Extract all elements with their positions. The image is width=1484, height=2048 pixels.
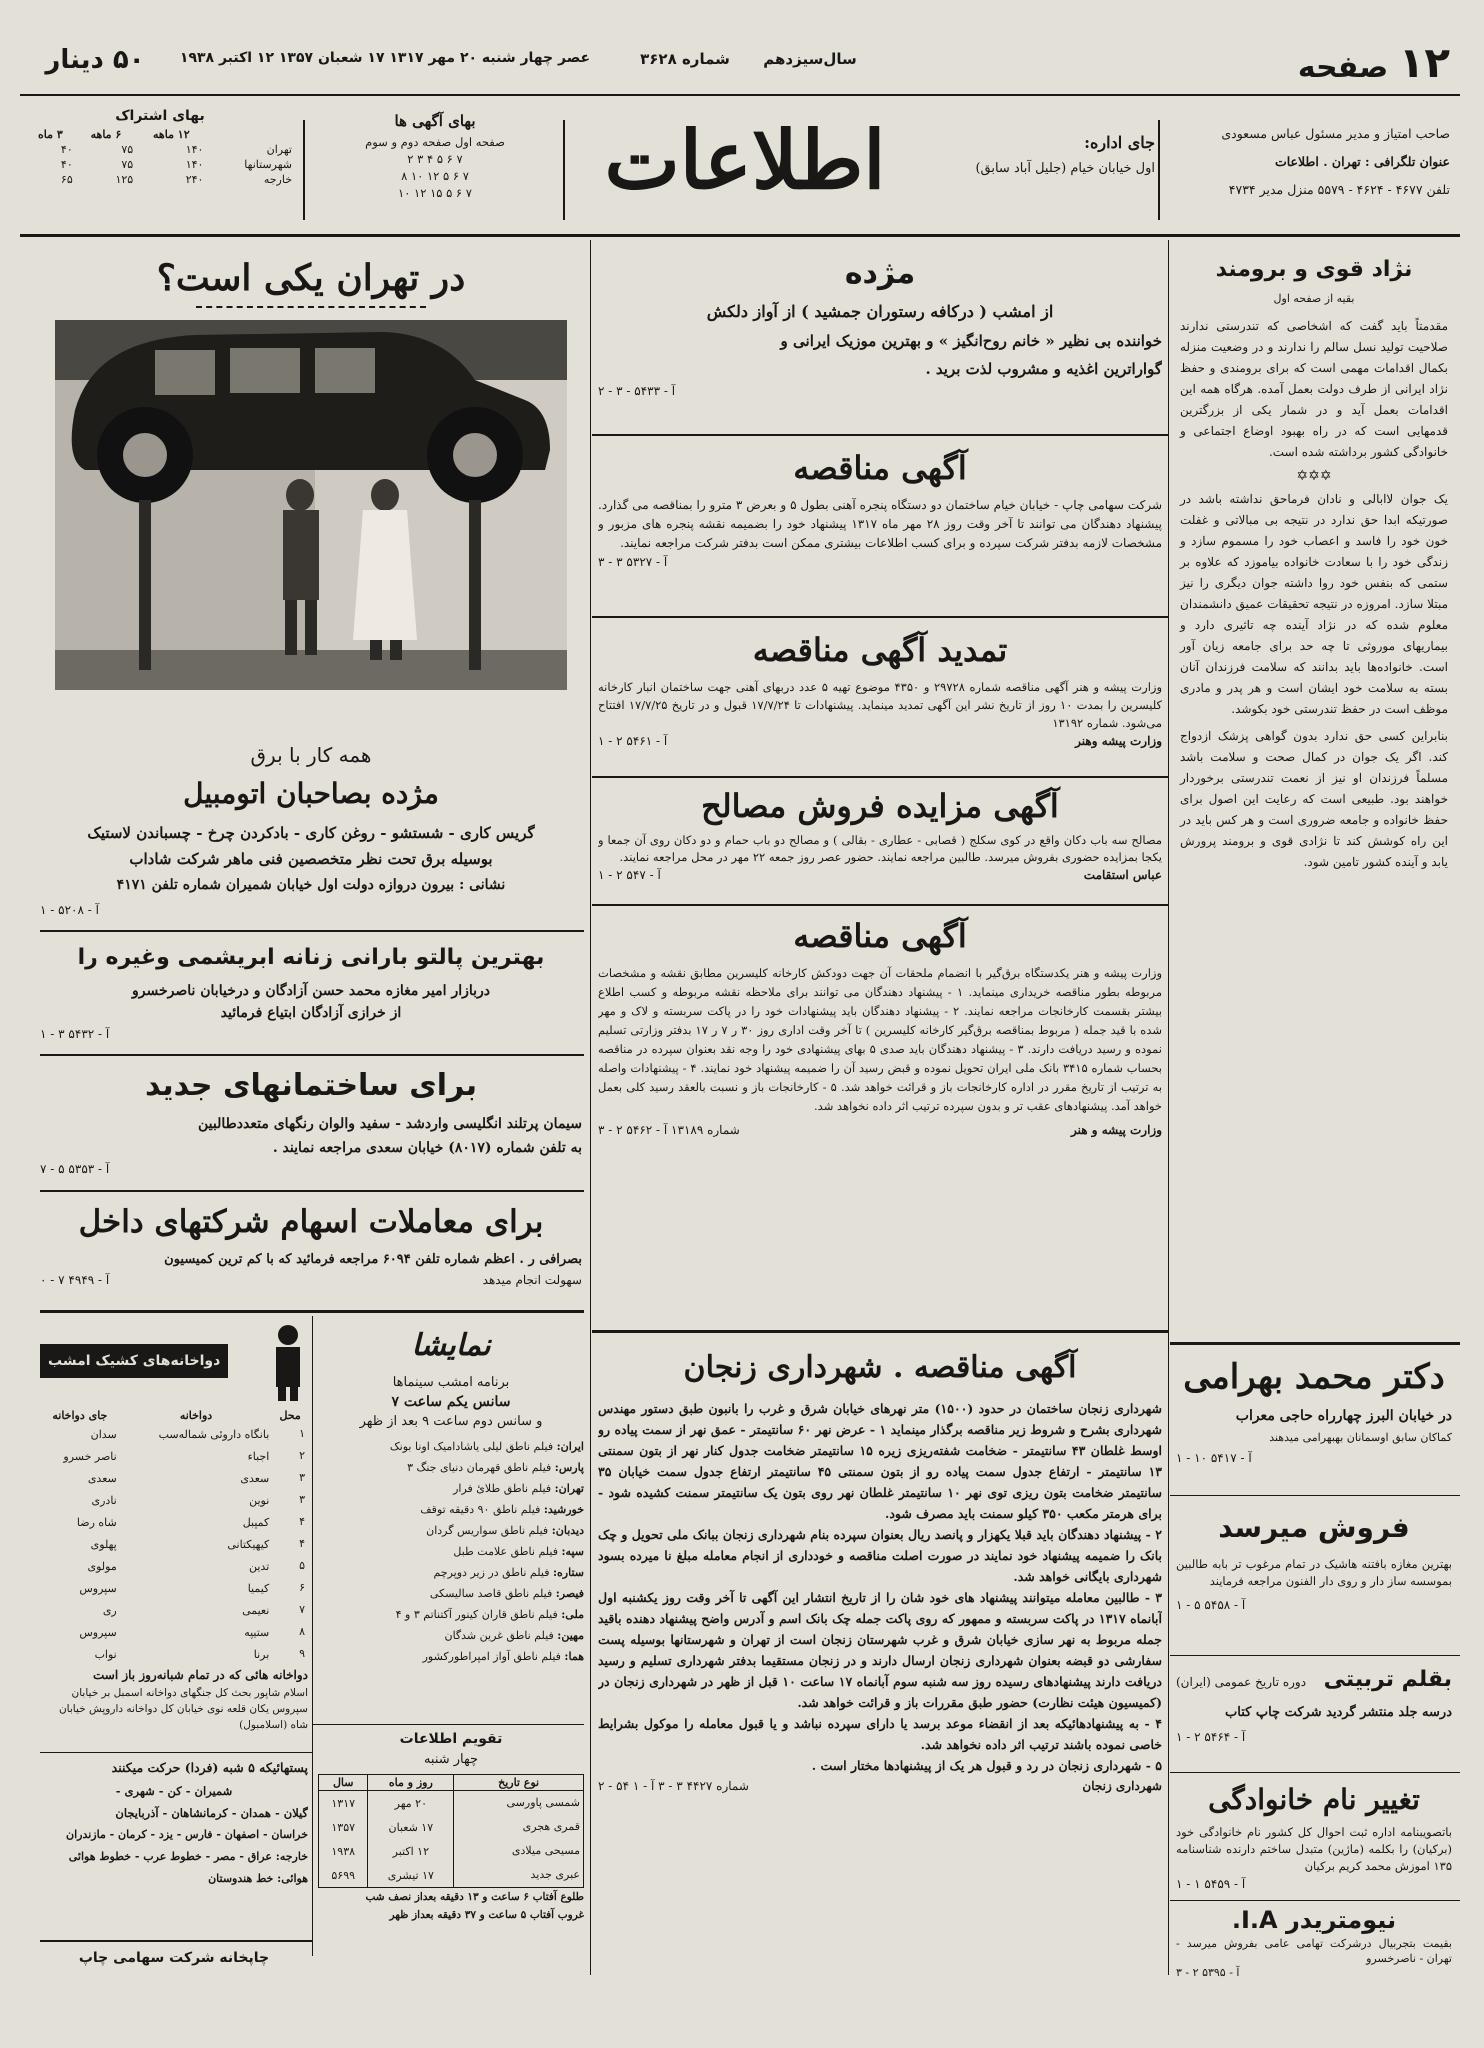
telegraph-line: عنوان تلگرافی : تهران . اطلاعات: [1274, 154, 1450, 169]
pharmacy-num: ۹: [299, 1647, 305, 1660]
cinema-name: ایران:: [556, 1440, 584, 1453]
page-label: صفحه: [1297, 50, 1389, 85]
ad-title: بقلم تربیتی: [1323, 1667, 1452, 1692]
sub-table: [25, 127, 295, 187]
pharmacy-name: کیمیا: [247, 1581, 270, 1595]
title-divider: [563, 120, 565, 220]
ad-line: به تلفن شماره (۸۰۱۷) خیابان سعدی مراجعه نمایند .: [272, 1140, 582, 1156]
post-line: خارجه: عراق - مصر - خطوط عرب - خطوط هوائی: [68, 1850, 308, 1863]
pharmacy-place: سپروس: [79, 1581, 117, 1595]
ad-sign: وزارت پیشه و هنر: [1070, 1123, 1162, 1137]
cinema-film: فیلم ناطق قاصد سالیسکی: [429, 1587, 553, 1600]
rule: [40, 1310, 584, 1313]
ad-line: از خرازی آزادگان ابتیاع فرمائید: [220, 1005, 402, 1021]
article-nejad: [1176, 250, 1452, 1338]
article-subtitle: بقیه از صفحه اول: [1273, 292, 1355, 305]
ad-code: آ - ۵۴۵۸ ۵ - ۱: [1176, 1598, 1246, 1612]
namayesh-box: [318, 1318, 584, 1718]
ad-code: آ - ۵۴۵۹ ۱ - ۱: [1176, 1877, 1246, 1891]
pharmacy-name: کمپبل: [242, 1515, 270, 1529]
pharmacy-name: ستیپه: [244, 1625, 270, 1639]
cinema-row: [318, 1541, 584, 1562]
pharmacy-row: [40, 1445, 308, 1467]
ad-line: دربازار امیر مغازه محمد حسن آزادگان و درخیابان ناصرخسرو: [131, 983, 491, 999]
subscription-box: [25, 105, 295, 227]
pharmacy-num: ۸: [299, 1625, 305, 1638]
taqvim-day-cell: ۲۰ مهر: [368, 1791, 454, 1816]
ad-code: آ - ۵۲۰۸ - ۱: [40, 903, 99, 917]
rule: [1170, 1342, 1460, 1345]
ad-code: آ - ۵۳۹۵ ۲ - ۳: [1176, 1966, 1240, 1979]
cinema-film: فیلم ناطق لیلی یاشادامیک اونا بونک: [389, 1440, 554, 1453]
taqvim-title: تقویم اطلاعات: [399, 1731, 503, 1747]
rule: [40, 1054, 584, 1056]
pharmacy-row: [40, 1489, 308, 1511]
ad-para: ۵ - شهرداری زنجان در رد و قبول هر یک از پیشنهادها مختار است .: [811, 1758, 1162, 1773]
taqvim-year: ۱۳۵۷: [331, 1820, 356, 1834]
cinema-row: [318, 1457, 584, 1478]
taqvim-year: ۱۹۳۸: [331, 1844, 356, 1858]
office-address: اول خیابان خیام (جلیل آباد سابق): [975, 161, 1155, 176]
ad-doctor: [1176, 1350, 1452, 1490]
column-divider: [1168, 240, 1169, 1975]
article-stars: ✡✡✡: [1296, 468, 1332, 484]
sub-col-place: [206, 127, 295, 142]
cinema-name: تهران:: [554, 1482, 584, 1495]
ad-title: دکتر محمد بهرامی: [1183, 1357, 1445, 1397]
sub-title: بهای اشتراک: [115, 108, 205, 124]
ad-text: باتصویبنامه اداره ثبت احوال کل کشور نام خانوادگی خود (برکیان) را بکلمه (ماژین) متبدل ساختم دارنده شناسنامه ۱۳۵ اموزش محمد کریم برکیان: [1176, 1825, 1452, 1873]
masthead: [20, 100, 1460, 230]
taqvim-header: نوع تاریخ: [454, 1775, 584, 1791]
cinema-row: [318, 1520, 584, 1541]
pharmacy-row: [40, 1511, 308, 1533]
taqvim-type: قمری هجری: [454, 1815, 584, 1839]
article-para: یک جوان لاابالی و نادان فرماحق نداشته باشد در صورتیکه ابدا حق ندارد در نتیجه بی مبالاتی و غفلت خون خود را فاسد و اعصاب خود را مسموم سازد و زندگی خود را با سعادت خانواده بیاموزد که علاوه بر ستمی که بنفس خود روا داشته جوان دیگری را نیز مبتلا سازد. امروزه در نتیجه تحقیقات عمیق دانشمندان معلوم شده که در نژاد آینده چه تاثیری دارد و بیماریهای موروثی تا چه حد برای جامعه زیان آور است. خانواده‌ها باید بدانند که سلامت فرزندان آنان بسته به سلامت خود ایشان است و هر پدر و مادری موظف است در حفظ تندرستی خود بکوشد.: [1180, 492, 1448, 716]
cinema-row: [318, 1646, 584, 1667]
ad-text: بهترین مغازه بافتنه هاشیک در تمام مرغوب تر بابه طالبین بموسسه ساز دار و روی دار الفنون مراجعه فرمایند: [1176, 1557, 1452, 1588]
pharmacy-place: شاه رضا: [76, 1515, 117, 1529]
ad-code: آ - ۵۴۷ ۲ - ۱: [598, 868, 661, 882]
ad-para: ۳ - طالبین معامله میتوانند پیشنهاد های خود شان را از تاریخ انتشار این آگهی تا آخر وقت روز یکشنبه اول آبانماه ۱۳۱۷ در پاکت سربسته و ممهور که روی پاکت جمله چک بانک‌ اسم و آدرس واضح پیشنهاد دهنده باقید جمله مربوط به نهر سازی خیابان شرق و غرب شهرستان زنجان است از تهران و شهرستانها بوسیله پست سفارشی دو قبضه بعنوان شهرداری زنجان ارسال دارند و در زنجان مستقیما بدفتر شهرداری تسلیم و رسید دریافت دارند پیشنهادهای رسیده روز سه شنبه سوم آبانماه ۱۷ ساعت ۱۰ قبل از ظهر در شهرداری زنجان در (کمیسیون هیئت نظارت) حضور طبق مقررات باز و قرائت خواهد شد.: [598, 1590, 1162, 1710]
sub-cell: ۲۴۰: [185, 173, 204, 186]
article-para: مقدمتاً باید گفت که اشخاصی که تندرستی ندارند صلاحیت تولید نسل سالم را ندارند و در وضعیت منزله بکمال اقدامات مهمی است که برای برومندی و حفظ نژاد ایرانی از طرف دولت بعمل آمده. هرگاه همه این اقدامات بعمل آید و در شمار یکی از بزرگترین قدمهایی است که در راه بهبود اوضاع اجتماعی و خانوادگی کشور برداشته شده است.: [1180, 319, 1448, 459]
ad-title: برای ساختمانهای جدید: [145, 1068, 477, 1103]
ad-sakhteman: [40, 1060, 582, 1186]
ad-rates-row: ۷ ۶ ۵ ۴ ۳ ۲: [407, 152, 463, 166]
cinema-row: [318, 1478, 584, 1499]
pharmacy-name: کیهیکتانی: [227, 1537, 270, 1551]
ad-text: مصالح سه باب دکان واقع در کوی سکلج ( قصابی - عطاری - بقالی ) و مصالح دو باب حمام و دو دکان روی آن جمعا و یکجا بمزایده حضوری بفروش میرسد. طالبین مراجعه نمایند. حضور عصر روز جمعه ۲۲ مهر در محل مراجعه نمایند.: [598, 833, 1162, 864]
cinema-row: [318, 1604, 584, 1625]
cinema-name: مهین:: [557, 1629, 584, 1642]
cinema-list: [318, 1436, 584, 1667]
volume-label: سال‌سیزدهم: [763, 50, 857, 68]
taqvim-day-cell: ۱۲ اکتبر: [368, 1839, 454, 1863]
post-line: خراسان - اصفهان - فارس - یزد - کرمان - مازندران: [66, 1828, 308, 1841]
ad-code: آ - ۴۹۴۹ ۷ - ۰: [40, 1273, 110, 1287]
ad-line: درسه جلد منتشر گردید شرکت چاپ کتاب: [1225, 1705, 1452, 1720]
namayesh-title: نمایشا: [411, 1328, 491, 1363]
pharmacy-name: تدین: [249, 1559, 270, 1573]
taqvim-row: [319, 1815, 584, 1839]
pharmacy-row: [40, 1533, 308, 1555]
ad-forush: [1176, 1500, 1452, 1650]
ad-sign: وزارت پیشه وهنر: [1075, 734, 1162, 748]
taqvim-header: روز و ماه: [368, 1775, 454, 1791]
ad-title: آگهی مزایده فروش مصالح: [701, 787, 1059, 825]
ad-rates-title: بهای آگهی ها: [394, 112, 476, 130]
top-bar: [40, 38, 1450, 88]
taqvim-row: [319, 1863, 584, 1888]
pharmacy-place: سدان: [90, 1427, 117, 1441]
ad-text: بقیمت بتجربیال درشرکت تهامی عامی بفروش میرسد - تهران - ناصرخسرو: [1176, 1937, 1452, 1965]
pharmacy-header: محل: [279, 1409, 301, 1422]
pharmacy-num: ۱: [299, 1427, 305, 1440]
pharmacy-num: ۴: [299, 1537, 305, 1550]
namayesh-line: و سانس دوم ساعت ۹ بعد از ظهر: [359, 1414, 543, 1429]
car-lift-illustration: [55, 320, 567, 690]
ad-title-rule: [196, 306, 426, 308]
rule: [592, 434, 1168, 436]
ad-car: [40, 250, 582, 930]
rule: [592, 776, 1168, 778]
ad-tarbiati: [1176, 1660, 1452, 1770]
namayesh-line: برنامه امشب سینماها: [392, 1375, 510, 1390]
ad-title: فروش میرسد: [1218, 1511, 1410, 1544]
ad-line: بوسیله برق تحت نظر متخصصین فنی ماهر شرکت شاداب: [129, 850, 493, 868]
taqvim-day-cell: ۱۷ تیشری: [368, 1863, 454, 1888]
office-box: [935, 130, 1155, 220]
sub-row: [25, 157, 295, 172]
sub-place: خارجه: [263, 173, 292, 186]
taqvim-table: [318, 1774, 584, 1888]
post-line: شمیران - کن - شهری -: [115, 1784, 233, 1798]
namayesh-line: سانس یکم ساعت ۷: [391, 1394, 511, 1410]
ad-tamdid: [598, 622, 1162, 772]
pharmacy-place: نواب: [94, 1647, 117, 1661]
taqvim-year: ۱۳۱۷: [331, 1796, 356, 1810]
pharmacy-row: [40, 1577, 308, 1599]
ad-zanjan: [598, 1338, 1162, 1978]
ad-code: شماره ۱۳۱۸۹ آ - ۵۴۶۲ ۲ - ۳: [598, 1123, 740, 1137]
taqvim-day-cell: ۱۷ شعبان: [368, 1815, 454, 1839]
ad-mozayede: [598, 780, 1162, 900]
pharmacy-row: [40, 1621, 308, 1643]
ad-code: آ - ۵۴۳۳ - ۳ - ۲: [598, 384, 676, 398]
sub-cell: ۱۴۰: [185, 158, 204, 171]
pharmacy-place: ناصر خسرو: [63, 1449, 117, 1463]
rule: [592, 904, 1168, 906]
pharmacy-num: ۶: [299, 1581, 305, 1594]
ad-code: آ - ۵۴۳۲ ۳ - ۱: [40, 1027, 110, 1041]
masthead-rule: [20, 234, 1460, 237]
article-title: نژاد قوی و برومند: [1215, 257, 1413, 282]
pharmacy-place: ری: [102, 1603, 117, 1617]
ad-code: شماره ۴۴۲۷ ۳ - ۳ آ - ۱ ۵۴ - ۲: [598, 1779, 749, 1793]
rule: [40, 930, 584, 932]
owner-box: [1170, 120, 1450, 230]
pharmacy-place: نادری: [91, 1493, 117, 1507]
pharmacy-name: نوین: [249, 1493, 270, 1507]
price-label: ۵۰ دینار: [45, 45, 145, 75]
sub-header: ۳ ماه: [37, 128, 63, 141]
ad-sub: دوره تاریخ عمومی (ایران): [1176, 1675, 1307, 1689]
ad-line: مژده بصاحبان اتومبیل: [183, 777, 439, 810]
taqvim-box: [318, 1728, 584, 1960]
cinema-name: دیدبان:: [551, 1524, 584, 1537]
ad-text: وزارت پیشه و هنر یکدستگاه برق‌گیر با انضمام ملحقات آن جهت دودکش کارخانه کلیسرین مطابق نقشه و مشخصات مربوطه بطور مناقصه خریداری مینماید. ۱ - پیشنهاد دهندگان می توانند برای ملاحظه نقشه مربوطه و کسب اطلاع بیشتر بقسمت کارخانجات مراجعه نمایند. ۲ - پیشنهاد دهندگان باید پیشنهادات خود را در پاکت سربسته و لاک و مهر شده با قید جمله ( مربوط بمناقصه برق‌گیر کارخانه کلیسرین ) تا آخر وقت اداری روز ۳۰ ر ۷ ر ۱۷ بدفتر وزارتی تسلیم نموده و رسید دریافت دارند. ۳ - پیشنهاد دهندگان باید صدی ۵ بهای پیشنهادی خود را وجه نقد بعنوان سپرده در مناقصه بحساب شماره ۳۴۱۵ بانک ملی ایران تحویل نموده و قبض رسید آن را ضمیمه پیشنهاد خود نمایند. ۴ - پیشنهادات واصله به ترتیب از تاریخ مقرر در اداره کارخانجات باز و قرائت خواهد شد. ۵ - کارخانجات باز و نسبت بالعقد رسید کلی بعمل خواهد آمد. پیشنهادهای عقب تر و بدون سپرده ترتیب اثر داده نخواهد شد.: [598, 966, 1162, 1113]
newspaper-title: اطلاعات: [604, 113, 886, 207]
ad-text: وزارت پیشه و هنر آگهی مناقصه شماره ۲۹۷۲۸ و ۴۳۵۰ موضوع تهیه ۵ عدد دربهای آهنی جهت ساختمان انبار کارخانه کلیسرین را بمدت ۱۰ روز از تاریخ نشر این آگهی تمدید مینماید. پیشنهادات تا ۱۷/۷/۲۴ قبول و در تاریخ ۱۷/۷/۲۵ افتتاح می‌شود. شماره ۱۳۱۹۲: [598, 680, 1162, 730]
post-line: گیلان - همدان - کرمانشاهان - آذربایجان: [115, 1806, 308, 1820]
sub-cell: ۶۵: [60, 173, 73, 186]
taqvim-header: سال: [319, 1775, 368, 1791]
ad-rates-row: صفحه اول صفحه دوم و سوم: [365, 135, 505, 149]
cinema-film: فیلم ناطق غرین شدگان: [444, 1629, 554, 1642]
sub-cell: ۷۵: [121, 158, 134, 171]
footer-printer: چاپخانه شرکت سهامی چاپ: [78, 1950, 270, 1966]
pharmacy-place: مولوی: [87, 1559, 117, 1573]
cinema-film: فیلم ناطق آواز امپراطورکشور: [422, 1650, 561, 1663]
taqvim-day: چهار شنبه: [423, 1752, 479, 1767]
ad-line: همه کار با برق: [250, 743, 372, 767]
cinema-film: فیلم ناطق طلائ فرار: [453, 1482, 552, 1495]
cinema-name: هما:: [564, 1650, 584, 1663]
ad-code: آ - ۵۳۵۳ ۵ - ۷: [40, 1162, 110, 1176]
ad-para: شهرداری زنجان ساختمان در حدود (۱۵۰۰) متر نهرهای خیابان شرق و غرب را بانبون طبق دستور مهندس شهرداری بشرح و شروط زیر مناقصه برگذار مینماید ۱ - عرض نهر ۶۰ سانتیمتر - عمق نهر از سمت پیاده رو اوسط غلطان ۴۳ سانتیمتر - ضخامت شفته‌ریزی زیره ۱۵ سانتیمتر ضخامت جدول کنار نهر از بتون سمنتی ۱۳ سانتیمتر - ارتفاع جدول سمت پیاده رو از بتون سمنتی ۴۵ سانتیمتر ارتفاع جدول سمت خیابان ۳۵ سانتیمتر ضخامت بتون ریزی توی نهر ۱۰ سانتیمتر غلطان نهر روی بتون یک سانتیمتر سمنت کشیده شود - برای هرمتر مکعب ۳۵۰ کیلو سمنت باید مصرف شود.: [598, 1401, 1162, 1521]
pharmacy-row: [40, 1423, 308, 1445]
ad-line: از امشب ( درکافه رستوران جمشید ) از آواز دلکش: [706, 302, 1054, 321]
pharmacy-name: اجباء: [247, 1449, 270, 1463]
cinema-film: فیلم ناطق ۹۰ دقیقه توقف: [420, 1503, 541, 1516]
cinema-name: ملی:: [561, 1608, 584, 1621]
sub-header: ۱۲ ماهه: [153, 128, 190, 141]
rule: [40, 1190, 584, 1192]
ad-line: سیمان پرتلند انگلیسی واردشد - سفید والوان رنگهای متعددطالبین: [198, 1116, 582, 1132]
ad-line: گریس کاری - شستشو - روغن کاری - بادکردن چرخ - چسباندن لاستیک: [87, 824, 535, 842]
taqvim-row: [319, 1791, 584, 1816]
taqvim-type: مسیحی میلادی: [454, 1839, 584, 1863]
sub-place: شهرستانها: [244, 158, 292, 171]
cinema-film: فیلم ناطق در زیر دوپرچم: [433, 1566, 550, 1579]
phone-line: تلفن ۴۶۷۷ - ۴۶۲۴ - ۵۵۷۹ منزل مدیر ۴۷۳۴: [1228, 182, 1450, 197]
ad-title: مژده: [844, 256, 916, 291]
sub-row: [25, 172, 295, 187]
pharmacy-num: ۳: [299, 1471, 305, 1484]
ad-monaqese-1: [598, 440, 1162, 612]
pharmacy-banner: [40, 1318, 308, 1404]
pharmacy-note: دواخانه هائی که در تمام شبانه‌روز باز است: [93, 1668, 308, 1682]
ad-sign: عباس استقامت: [1083, 868, 1162, 882]
sub-row: [25, 142, 295, 157]
ad-code: آ - ۵۳۲۷ ۳ - ۳: [598, 555, 668, 569]
taqvim-row: [319, 1839, 584, 1863]
issue-label: شماره ۳۶۲۸: [640, 50, 730, 68]
ad-para: ۴ - به پیشنهادهائیکه بعد از انقضاء موعد برسد یا دارای سپرده نباشد و یا قبول معامله را موکول بشرایط خاصی نموده باشند ترتیب اثر داده نخواهد شد.: [598, 1716, 1162, 1752]
ad-line: خواننده بی نظیر « خانم روح‌انگیز » و بهترین موزیک ایرانی و: [780, 332, 1162, 350]
pharmacy-name: بانگاه داروئی شماله‌سب: [158, 1427, 270, 1441]
rule: [40, 1752, 312, 1753]
cinema-name: فیصر:: [555, 1587, 584, 1600]
cinema-film: فیلم ناطق سواریس گردان: [426, 1524, 549, 1537]
sub-cell: ۱۴۰: [185, 143, 204, 156]
cinema-film: فیلم ناطق قهرمان دنیای جنگ ۳: [407, 1461, 552, 1474]
ad-rates-row: ۷ ۶ ۵ ۱۲ ۱۰ ۸: [401, 169, 469, 183]
page-number-value: ۱۲: [1398, 38, 1450, 87]
pharmacy-banner-text: دواخانه‌های کشیک امشب: [40, 1344, 228, 1378]
cinema-name: پارس:: [554, 1461, 584, 1474]
pharmacist-icon: [268, 1321, 308, 1401]
post-line: هوائی: خط هندوستان: [208, 1872, 308, 1885]
pharmacy-row: [40, 1643, 308, 1665]
sub-header: ۶ ماهه: [90, 128, 122, 141]
pharmacy-box: [40, 1318, 308, 1748]
pharmacy-num: ۳: [299, 1493, 305, 1506]
office-label: جای اداره:: [1084, 133, 1155, 152]
footer-rule: [40, 1940, 312, 1942]
car-photo: [55, 320, 567, 690]
sub-cell: ۴۰: [60, 158, 73, 171]
rule: [1170, 1900, 1460, 1901]
pharmacy-place: سپروس: [79, 1625, 117, 1639]
taqvim-type: عبری جدید: [454, 1863, 584, 1888]
taqvim-sunset: غروب آفتاب ۵ ساعت و ۳۷ دقیقه بعداز ظهر: [389, 1909, 584, 1921]
pharmacy-header: دواخانه: [179, 1409, 213, 1422]
ad-rates-box: [315, 108, 555, 228]
ad-line: در خیابان البرز چهارراه حاجی معراب: [1235, 1408, 1452, 1424]
ad-line: نشانی : بیرون دروازه دولت اول خیابان شمیران شماره تلفن ۴۱۷۱: [116, 877, 506, 893]
ad-line: کماکان سابق اوسمانان بهبهرامی میدهند: [1269, 1431, 1452, 1444]
cinema-row: [318, 1436, 584, 1457]
ad-title: نیومتریدر I.A.: [1231, 1906, 1397, 1934]
ad-code: آ - ۵۴۶۴ ۲ - ۱: [1176, 1730, 1246, 1744]
sub-cell: ۱۲۵: [115, 173, 134, 186]
ad-text: شرکت سهامی چاپ - خیابان خیام ساختمان دو دستگاه پنجره آهنی بطول ۵ و بعرض ۳ مترو را بمناقصه می گذارد. پیشنهاد دهندگان می توانند تا آخر وقت روز ۲۸ مهر ماه ۱۳۱۷ پیشنهاد خود را بضمیمه نقشه پنجره های مزبور و مشخصات لازمه بدفتر شرکت سپرده و برای کسب اطلاعات بیشتری ممکن است بدفتر شرکت مراجعه نمایند.: [598, 498, 1162, 550]
pharmacy-row: [40, 1467, 308, 1489]
cinema-name: ستاره:: [552, 1566, 584, 1579]
rule: [1170, 1495, 1460, 1496]
rule: [1170, 1655, 1460, 1656]
ad-code: آ - ۵۴۶۱ ۲ - ۱: [598, 734, 668, 748]
ad-title: تغییر نام خانوادگی: [1208, 1783, 1420, 1816]
ad-title: تمدید آگهی مناقصه: [752, 631, 1008, 669]
ad-line: سهولت انجام میدهد: [482, 1273, 582, 1287]
ad-line: بصرافی ر . اعظم شماره تلفن ۶۰۹۴ مراجعه فرمائید که با کم ترین کمیسیون: [164, 1252, 582, 1267]
cinema-row: [318, 1562, 584, 1583]
ad-title: آگهی مناقصه: [793, 449, 967, 487]
pharmacy-num: ۵: [299, 1559, 305, 1572]
column-divider: [590, 240, 591, 1975]
sub-place: تهران: [266, 143, 292, 156]
pharmacy-note: اسلام شاپور بحث کل جنگهای دواخانه اسمبل بر خیابان سپروس یکان قلعه نوی خیابان کل دواخانه داروپش خیابان شاه (اسلامبول): [58, 1687, 308, 1731]
cinema-row: [318, 1583, 584, 1604]
sub-cell: ۴۰: [60, 143, 73, 156]
ad-new: [1176, 1904, 1452, 1980]
ad-title: برای معاملات اسهام شرکتهای داخل: [78, 1204, 544, 1240]
pharmacy-num: ۴: [299, 1515, 305, 1528]
taqvim-type: شمسی پاورسی: [454, 1791, 584, 1816]
column-divider: [312, 1316, 313, 1956]
cinema-row: [318, 1499, 584, 1520]
cinema-row: [318, 1625, 584, 1646]
pharmacy-header: جای دواخانه: [52, 1409, 108, 1422]
post-title: پستهائیکه ۵ شبه (فردا) حرکت میکنند: [111, 1760, 308, 1775]
taqvim-year: ۵۶۹۹: [331, 1868, 356, 1882]
post-box: [40, 1756, 308, 1936]
pharmacy-place: سعدی: [87, 1471, 117, 1485]
rule: [592, 616, 1168, 618]
pharmacy-name: سعدی: [240, 1471, 270, 1485]
date-line: عصر چهار شنبه ۲۰ مهر ۱۳۱۷ ۱۷ شعبان ۱۳۵۷ ۱۲ اکتبر ۱۹۳۸: [179, 50, 591, 66]
ad-code: آ - ۵۴۱۷ ۱۰ - ۱: [1176, 1451, 1252, 1465]
ad-monaqese-2: [598, 908, 1162, 1326]
ad-saham: [40, 1194, 582, 1306]
ad-title: بهترین پالتو بارانی زنانه ابریشمی وغیره را: [77, 945, 545, 970]
rule: [1170, 1772, 1460, 1773]
taqvim-sunrise: طلوع آفتاب ۶ ساعت و ۱۳ دقیقه بعداز نصف شب: [365, 1891, 584, 1903]
cinema-film: فیلم ناطق قاران کینور آکتناتم ۳ و ۴: [395, 1608, 558, 1621]
ad-taghir: [1176, 1776, 1452, 1896]
ad-title: آگهی مناقصه: [793, 917, 967, 955]
ad-title: در تهران یکی است؟: [156, 257, 466, 299]
cinema-name: سپه:: [561, 1545, 584, 1558]
page-number: [1290, 38, 1450, 88]
pharmacy-num: ۲: [299, 1449, 305, 1462]
pharmacy-name: نعیمی: [242, 1603, 270, 1617]
ad-para: ۲ - پیشنهاد دهندگان باید قبلا یکهزار و پانصد ریال بعنوان سپرده بنام شهرداری زنجان ببانک ملی تحویل و چک بانک را ضمیمه پیشنهاد خود نمایند در صورت اصلت مناقصه و خودداری از انجام معامله مبلغ نا میرده بسود شهرداری بایگانی خواهد شد.: [598, 1527, 1162, 1584]
cinema-name: خورشید:: [543, 1503, 584, 1516]
ad-line: گواراترین اغذیه و مشروب لذت برید .: [925, 360, 1162, 378]
ad-paltoo: [40, 936, 582, 1050]
pharmacy-place: پهلوی: [90, 1537, 117, 1551]
sub-cell: ۷۵: [121, 143, 134, 156]
rule: [592, 1330, 1168, 1333]
ad-sign: شهرداری زنجان: [1082, 1779, 1162, 1793]
pharmacy-table: [40, 1408, 308, 1665]
pharmacy-num: ۷: [299, 1603, 305, 1616]
owner-line: صاحب امتیاز و مدیر مسئول عباس مسعودی: [1221, 126, 1450, 141]
ad-mozhdeh: [598, 250, 1162, 430]
ad-title: آگهی مناقصه . شهرداری زنجان: [683, 1350, 1077, 1385]
rates-divider: [303, 120, 305, 220]
cinema-film: فیلم ناطق علامت طبل: [453, 1545, 558, 1558]
pharmacy-row: [40, 1555, 308, 1577]
rule: [312, 1724, 584, 1725]
owner-divider: [1158, 120, 1160, 220]
ad-rates-row: ۷ ۶ ۵ ۱۵ ۱۲ ۱۰: [398, 186, 472, 200]
top-rule: [20, 94, 1460, 96]
pharmacy-name: برنا: [253, 1647, 270, 1661]
pharmacy-row: [40, 1599, 308, 1621]
article-para: بنابراین کسی حق ندارد بدون گواهی پزشک ازدواج کند. اگر یک جوان در کمال صحت و سلامت باشد مسلماً فرزندان او نیز از نعمت تندرستی برخوردار خواهند بود. طبیعی است که رعایت این اصول برای حفظ خانواده و جامعه ضروری است و هر کس باید در این راه کوشش کند تا نژادی قوی و برومند پرورش یابد و آینده کشور تامین شود.: [1180, 729, 1448, 869]
